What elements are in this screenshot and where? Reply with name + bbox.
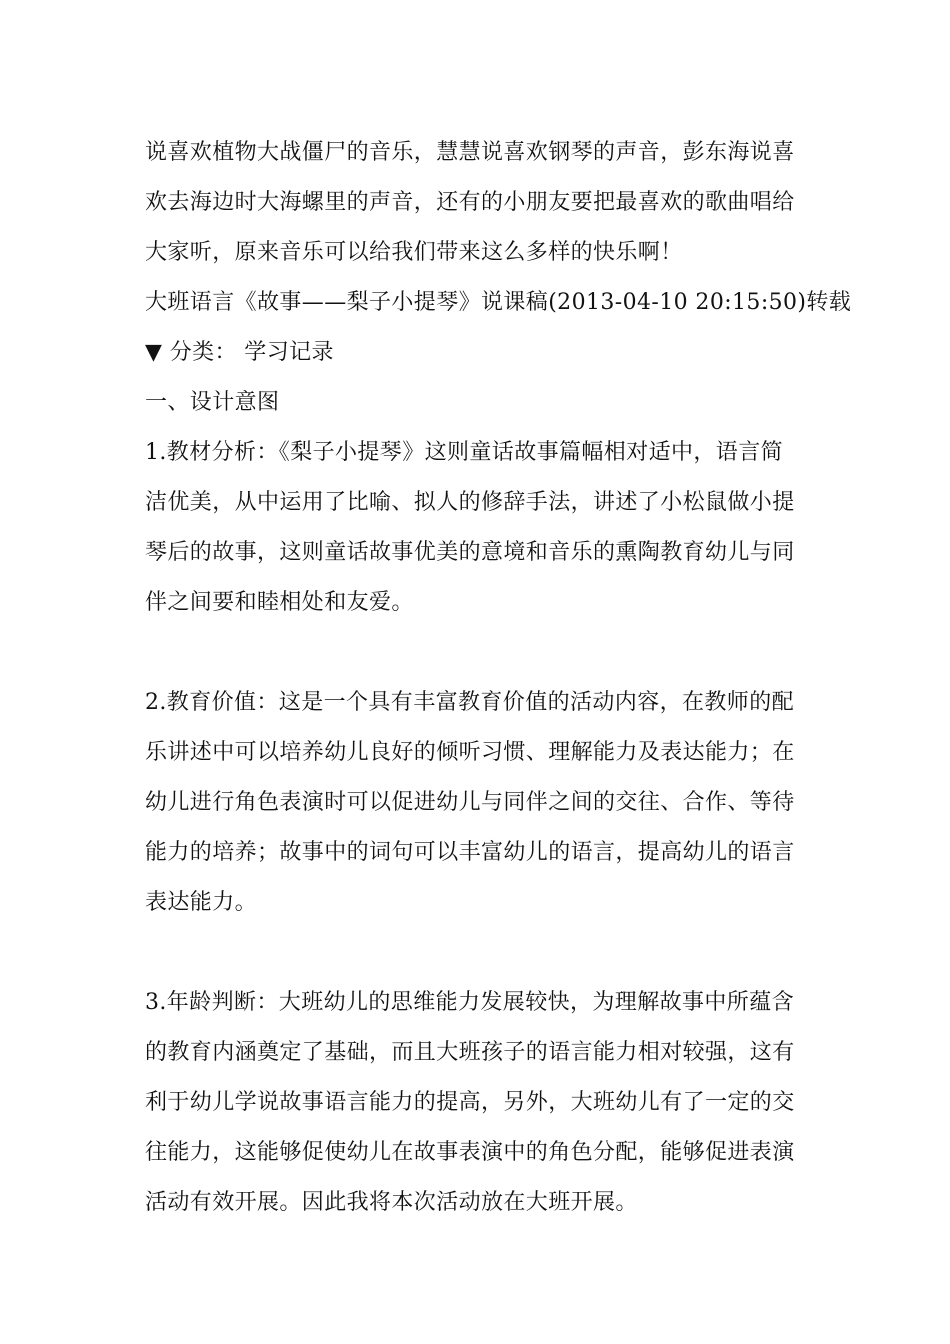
text-line: 2.教育价值：这是一个具有丰富教育价值的活动内容，在教师的配 <box>145 690 794 715</box>
article-title: 大班语言《故事——梨子小提琴》说课稿(2013-04-10 20:15:50)转载 <box>145 290 852 315</box>
text-line: 能力的培养；故事中的词句可以丰富幼儿的语言，提高幼儿的语言 <box>145 840 795 865</box>
text-line: 洁优美，从中运用了比喻、拟人的修辞手法，讲述了小松鼠做小提 <box>145 490 795 515</box>
text-line: 伴之间要和睦相处和友爱。 <box>145 590 414 615</box>
text-line: 往能力，这能够促使幼儿在故事表演中的角色分配，能够促进表演 <box>145 1140 795 1165</box>
text-line: 乐讲述中可以培养幼儿良好的倾听习惯、理解能力及表达能力；在 <box>145 740 795 765</box>
text-line: 活动有效开展。因此我将本次活动放在大班开展。 <box>145 1190 638 1215</box>
paragraph-gap <box>145 628 810 678</box>
text-line: 1.教材分析：《梨子小提琴》这则童话故事篇幅相对适中，语言简 <box>145 440 783 465</box>
section-heading: 一、设计意图 <box>145 390 280 415</box>
text-line: 3.年龄判断：大班幼儿的思维能力发展较快，为理解故事中所蕴含 <box>145 990 794 1015</box>
paragraph-gap <box>145 928 810 978</box>
document-body <box>145 128 852 1228</box>
text-line: 表达能力。 <box>145 890 258 915</box>
text-line: 说喜欢植物大战僵尸的音乐，慧慧说喜欢钢琴的声音，彭东海说喜 <box>145 140 795 165</box>
category-line: ▼ 分类： 学习记录 <box>145 340 334 365</box>
text-line: 的教育内涵奠定了基础，而且大班孩子的语言能力相对较强，这有 <box>145 1040 795 1065</box>
text-line: 幼儿进行角色表演时可以促进幼儿与同伴之间的交往、合作、等待 <box>145 790 795 815</box>
text-line: 琴后的故事，这则童话故事优美的意境和音乐的熏陶教育幼儿与同 <box>145 540 795 565</box>
text-line: 利于幼儿学说故事语言能力的提高，另外，大班幼儿有了一定的交 <box>145 1090 795 1115</box>
text-line: 大家听，原来音乐可以给我们带来这么多样的快乐啊！ <box>145 240 683 265</box>
text-line: 欢去海边时大海螺里的声音，还有的小朋友要把最喜欢的歌曲唱给 <box>145 190 795 215</box>
